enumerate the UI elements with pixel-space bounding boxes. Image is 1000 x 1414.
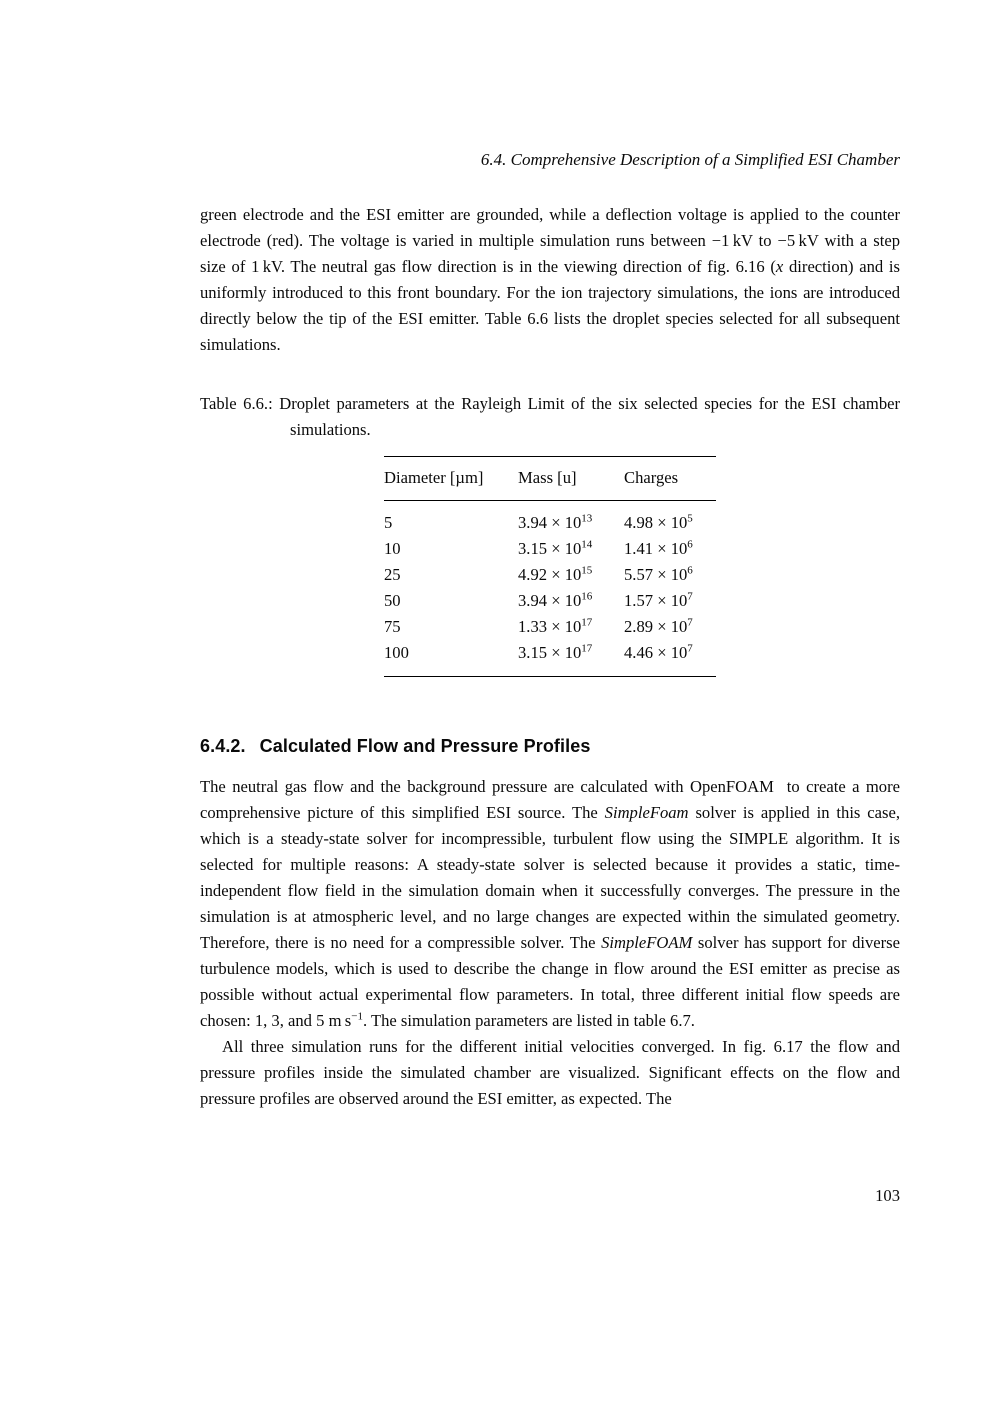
- table-cell: $1.57 \times 10^7$: [624, 590, 693, 610]
- exponent: 16: [581, 590, 593, 603]
- section-heading: [200, 733, 900, 759]
- body-paragraph-1: green electrode and the ESI emitter are grounded, while a deflection voltage is applied to the counter electrode (red). The voltage is varied in multiple simulation runs between −1 kV to −5 kV with a step size of 1 kV. The neutral gas flow direction is in the viewing direction of fig. 6.16 (x direction) and is uniformly introduced to this front boundary. For the ion trajectory simulations, the ions are introduced directly below the tip of the ESI emitter. Table 6.6 lists the droplet species selected for all subsequent simulations.: [200, 205, 900, 354]
- body-paragraph-2: The neutral gas flow and the background pressure are calculated with OpenFOAM to create a more comprehensive picture of this simplified ESI source. The SimpleFoam solver is applied in this case, which is a steady-state solver for incompressible, turbulent flow using the SIMPLE algorithm. It is selected for multiple reasons: A steady-state solver is selected because it provides a static, time-independent flow field in the simulation domain when it successfully converges. The pressure in the simulation is at atmospheric level, and no large changes are expected within the simulated geometry. Therefore, there is no need for a compressible solver. The SimpleFOAM solver has support for diverse turbulence models, which is used to describe the change in flow around the ESI emitter as precise as possible without actual experimental flow parameters. In total, three different initial flow speeds are chosen: 1, 3, and 5 m $s^{-1}$. The simulation parameters are listed in table 6.7.: [200, 777, 900, 1030]
- exponent: 7: [687, 590, 693, 603]
- exponent: 14: [581, 538, 593, 551]
- table-column-header: Charges: [624, 457, 716, 501]
- table-cell: $4.98 \times 10^5$: [624, 512, 693, 532]
- table-cell: 50: [384, 591, 401, 610]
- table-row: [384, 562, 716, 588]
- exponent: 15: [581, 564, 593, 577]
- exponent: 5: [687, 512, 693, 525]
- droplet-parameters-table: [384, 456, 716, 677]
- exponent: 17: [581, 642, 593, 655]
- table-row: [384, 588, 716, 614]
- exponent: 13: [581, 512, 593, 525]
- page-number: 103: [875, 1186, 900, 1205]
- table-cell: $2.89 \times 10^7$: [624, 616, 693, 636]
- table-cell: $4.46 \times 10^7$: [624, 642, 693, 662]
- table-cell: 100: [384, 643, 409, 662]
- page-content: [200, 202, 900, 1112]
- table-cell: $3.15 \times 10^{17}$: [518, 642, 593, 662]
- table-cell: $4.92 \times 10^{15}$: [518, 564, 593, 584]
- table-head-row: [384, 457, 716, 501]
- table-body: [384, 501, 716, 677]
- table-cell: 75: [384, 617, 401, 636]
- running-header: 6.4. Comprehensive Description of a Simplified ESI Chamber: [480, 150, 900, 169]
- table-cell: $3.94 \times 10^{13}$: [518, 512, 593, 532]
- table-row: [384, 614, 716, 640]
- emphasized-text: SimpleFOAM: [601, 933, 693, 952]
- exponent: 6: [687, 564, 693, 577]
- emphasized-text: x: [775, 257, 784, 276]
- section-number: 6.4.2.: [200, 736, 246, 756]
- table-caption-label: Table 6.6.:: [200, 394, 273, 413]
- exponent: 17: [581, 616, 593, 629]
- table-row: [384, 640, 716, 677]
- table-column-header: Mass [u]: [518, 457, 624, 501]
- table-cell: $5.57 \times 10^6$: [624, 564, 693, 584]
- body-paragraph-3: All three simulation runs for the different initial velocities converged. In fig. 6.17 the flow and pressure profiles inside the simulated chamber are visualized. Significant effects on the flow and pressure profiles are observed around the ESI emitter, as expected. The: [200, 1037, 900, 1108]
- exponent: 6: [687, 538, 693, 551]
- table-cell: 5: [384, 513, 393, 532]
- superscript-text: −1: [351, 1010, 363, 1023]
- table-cell: $1.41 \times 10^6$: [624, 538, 693, 558]
- table-cell: $1.33 \times 10^{17}$: [518, 616, 593, 636]
- table-cell: $3.94 \times 10^{16}$: [518, 590, 593, 610]
- table-cell: 25: [384, 565, 401, 584]
- table-row: [384, 536, 716, 562]
- exponent: 7: [687, 642, 693, 655]
- table-row: [384, 501, 716, 537]
- table-column-header: Diameter [µm]: [384, 457, 518, 501]
- table-caption-text: Droplet parameters at the Rayleigh Limit of the six selected species for the ESI chamber simulations.: [279, 394, 901, 439]
- exponent: 7: [687, 616, 693, 629]
- emphasized-text: SimpleFoam: [604, 803, 689, 822]
- table-cell: 10: [384, 539, 401, 558]
- table-caption: [200, 391, 900, 443]
- section-title: Calculated Flow and Pressure Profiles: [259, 736, 591, 756]
- table-cell: $3.15 \times 10^{14}$: [518, 538, 593, 558]
